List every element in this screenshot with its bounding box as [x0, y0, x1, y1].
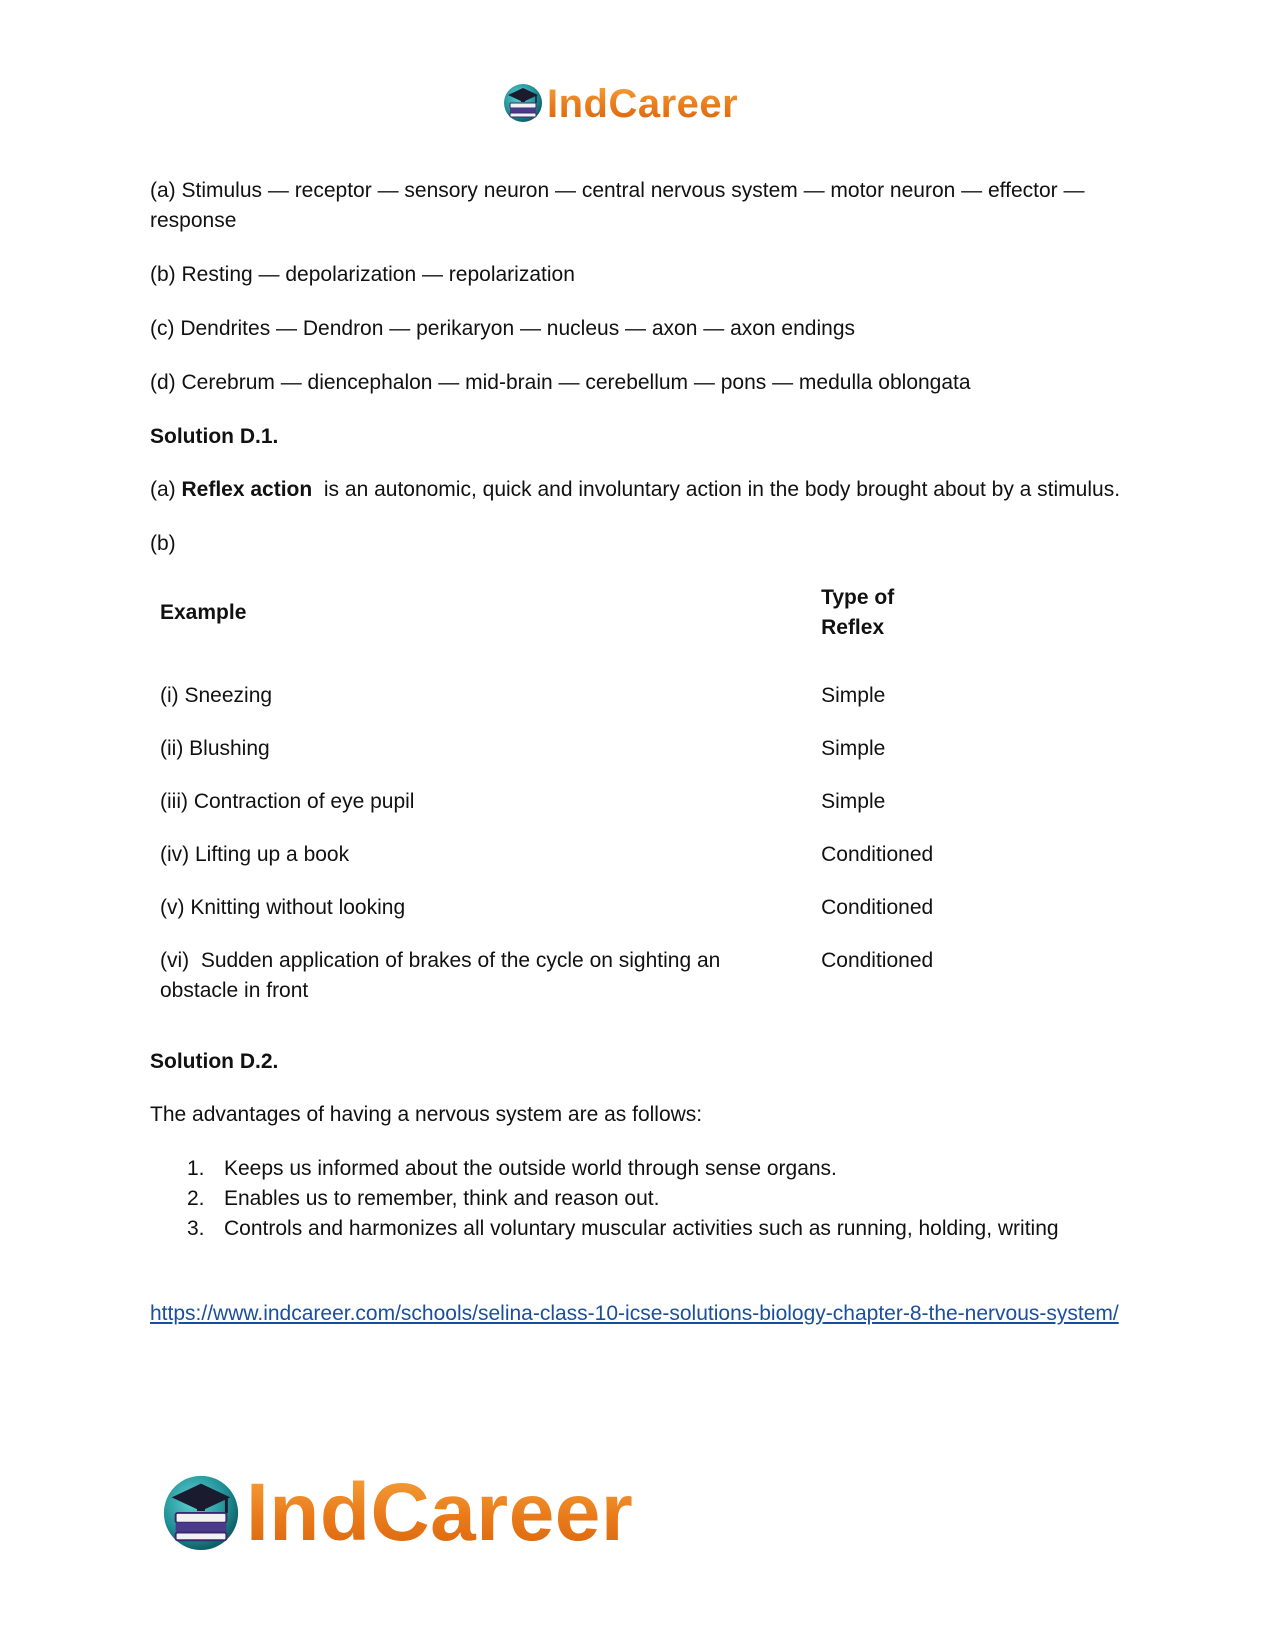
table-row	[160, 681, 960, 734]
sequence-c: (c) Dendrites — Dendron — perikaryon — nucleus — axon — axon endings	[150, 317, 855, 340]
sequence-b: (b) Resting — depolarization — repolarization	[150, 263, 575, 286]
table-row	[160, 893, 960, 946]
graduation-cap-book-globe-icon	[160, 1470, 242, 1557]
table-header-row	[160, 583, 960, 681]
reflex-type-cell: Simple	[821, 684, 886, 707]
advantages-list	[150, 1154, 1130, 1244]
reflex-type-cell: Conditioned	[821, 843, 934, 866]
example-cell: (i) Sneezing	[160, 684, 273, 707]
document-body	[150, 176, 1130, 1332]
list-number: 1.	[187, 1157, 205, 1180]
graduation-cap-book-globe-icon	[502, 81, 544, 128]
example-cell: (v) Knitting without looking	[160, 896, 406, 919]
list-item	[150, 1154, 1130, 1184]
solution-d1-heading: Solution D.1.	[150, 425, 279, 448]
reflex-type-cell: Simple	[821, 790, 886, 813]
header-type-of-reflex: Type of Reflex	[821, 586, 895, 639]
reflex-type-cell: Conditioned	[821, 896, 934, 919]
table-row	[160, 787, 960, 840]
table-row	[160, 840, 960, 893]
example-cell: (ii) Blushing	[160, 737, 270, 760]
list-item	[150, 1214, 1130, 1244]
example-cell: (vi) Sudden application of brakes of the cycle on sighting an obstacle in front	[160, 949, 727, 1002]
footer-logo	[160, 1468, 633, 1558]
sequence-d: (d) Cerebrum — diencephalon — mid-brain — cerebellum — pons — medulla oblongata	[150, 371, 971, 394]
solution-d1-part-a	[150, 475, 1130, 505]
example-cell: (iv) Lifting up a book	[160, 843, 350, 866]
reflex-action-term: Reflex action	[181, 478, 313, 501]
sequence-a: (a) Stimulus — receptor — sensory neuron — central nervous system — motor neuron — effector — response	[150, 179, 1085, 232]
reflex-table	[160, 583, 960, 1029]
list-item-text: Keeps us informed about the outside world through sense organs.	[224, 1157, 837, 1180]
list-item-text: Enables us to remember, think and reason out.	[224, 1187, 660, 1210]
source-url-link[interactable]: https://www.indcareer.com/schools/selina-class-10-icse-solutions-biology-chapter-8-the-nervous-system/	[150, 1302, 1119, 1325]
solution-d1-part-b-label: (b)	[150, 532, 176, 555]
list-item-text: Controls and harmonizes all voluntary muscular activities such as running, holding, writing	[224, 1217, 1059, 1240]
part-a-definition: is an autonomic, quick and involuntary action in the body brought about by a stimulus.	[312, 478, 1121, 501]
header-logo-text: IndCareer	[547, 82, 739, 126]
list-item	[150, 1184, 1130, 1214]
table-row	[160, 734, 960, 787]
list-number: 2.	[187, 1187, 205, 1210]
part-a-prefix: (a)	[150, 478, 182, 501]
solution-d2-intro: The advantages of having a nervous system are as follows:	[150, 1103, 703, 1126]
solution-d2-heading: Solution D.2.	[150, 1050, 279, 1073]
header-logo	[502, 80, 738, 128]
reflex-type-cell: Simple	[821, 737, 886, 760]
list-number: 3.	[187, 1217, 205, 1240]
footer-logo-text: IndCareer	[246, 1467, 634, 1558]
table-row	[160, 946, 960, 1029]
header-example: Example	[160, 601, 247, 624]
reflex-type-cell: Conditioned	[821, 949, 934, 972]
example-cell: (iii) Contraction of eye pupil	[160, 790, 415, 813]
